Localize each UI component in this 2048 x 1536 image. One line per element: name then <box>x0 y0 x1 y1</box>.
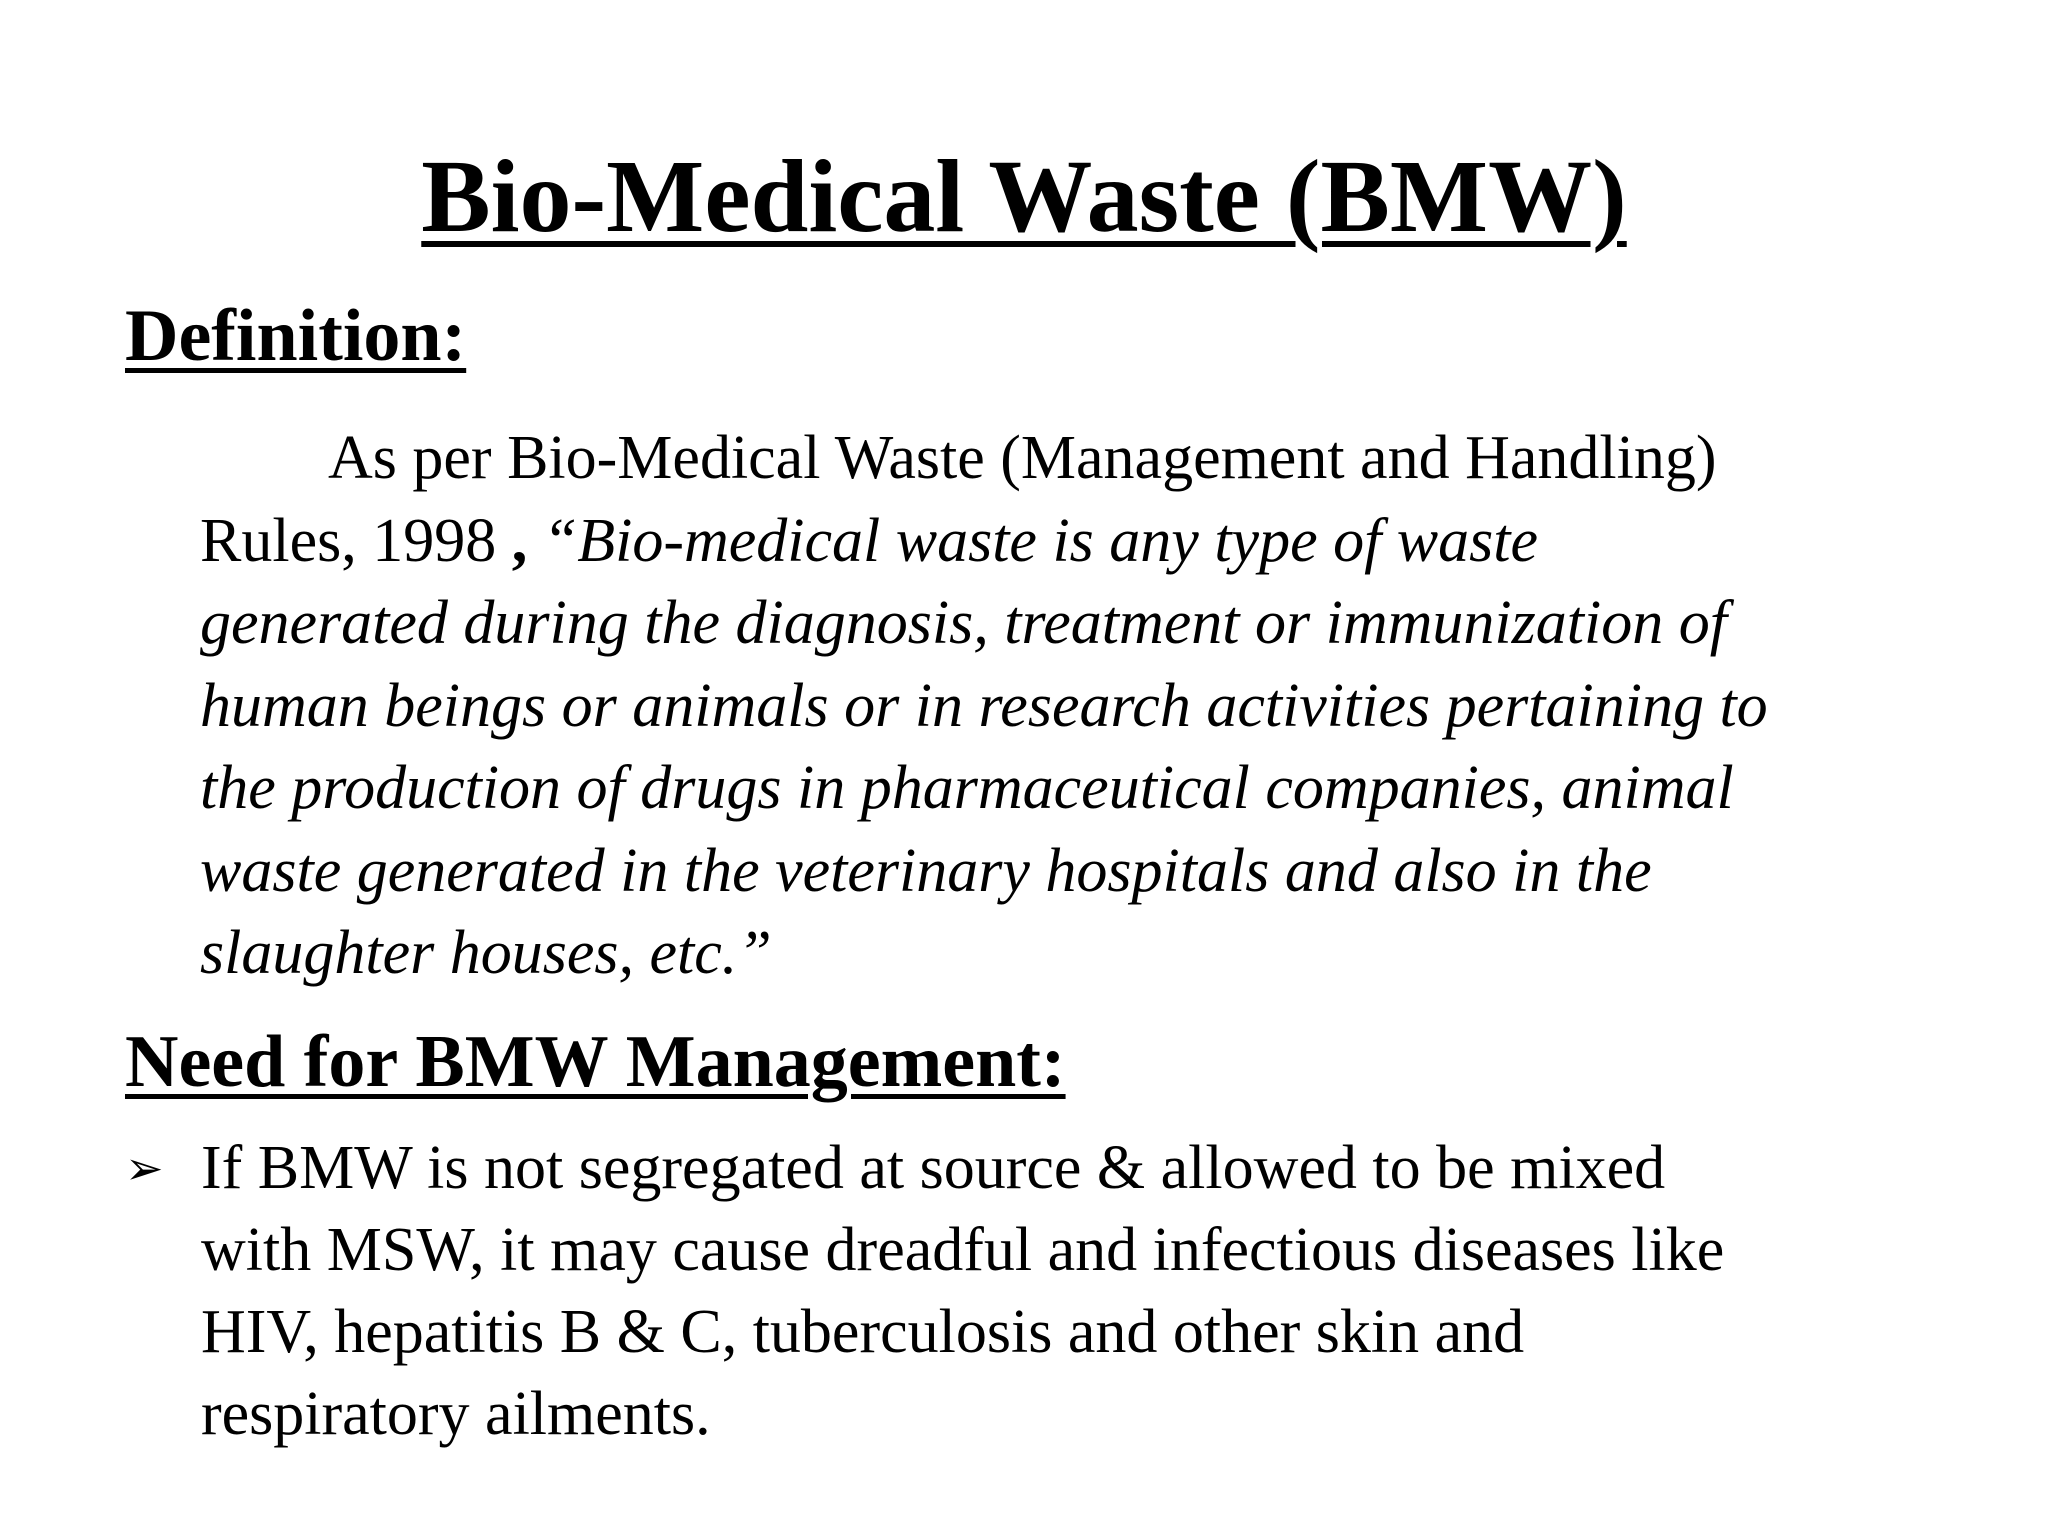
definition-line-5: the production of drugs in pharmaceutical companies, animal <box>200 754 1734 822</box>
definition-line-6: waste generated in the veterinary hospitals and also in the <box>200 836 1652 905</box>
bullet-text <box>201 1127 1724 1455</box>
need-heading: Need for BMW Management: <box>125 1021 1066 1103</box>
definition-quote-start: “Bio-medical waste is any type of waste <box>527 506 1539 575</box>
definition-rules-text: Rules, 1998 <box>200 506 512 575</box>
definition-line-7: slaughter houses, etc.” <box>200 919 772 987</box>
definition-paragraph <box>200 417 1960 995</box>
slide-title-container <box>0 140 2048 254</box>
arrow-bullet-icon: ➢ <box>125 1141 164 1195</box>
bullet-line-1: If BMW is not segregated at source & allowed to be mixed <box>201 1134 1666 1202</box>
definition-line-4: human beings or animals or in research activities pertaining to <box>200 671 1768 740</box>
definition-line-1: As per Bio-Medical Waste (Management and Handling) <box>328 424 1717 492</box>
bullet-line-3: HIV, hepatitis B & C, tuberculosis and other skin and <box>201 1298 1525 1366</box>
definition-line-2 <box>200 500 1960 583</box>
bullet-line-2: with MSW, it may cause dreadful and infectious diseases like <box>201 1216 1725 1284</box>
definition-comma: , <box>511 506 528 575</box>
bullet-line-4: respiratory ailments. <box>201 1380 711 1448</box>
slide-title: Bio-Medical Waste (BMW) <box>421 139 1627 254</box>
definition-line-3: generated during the diagnosis, treatment or immunization of <box>200 589 1727 657</box>
definition-heading: Definition: <box>125 295 467 377</box>
